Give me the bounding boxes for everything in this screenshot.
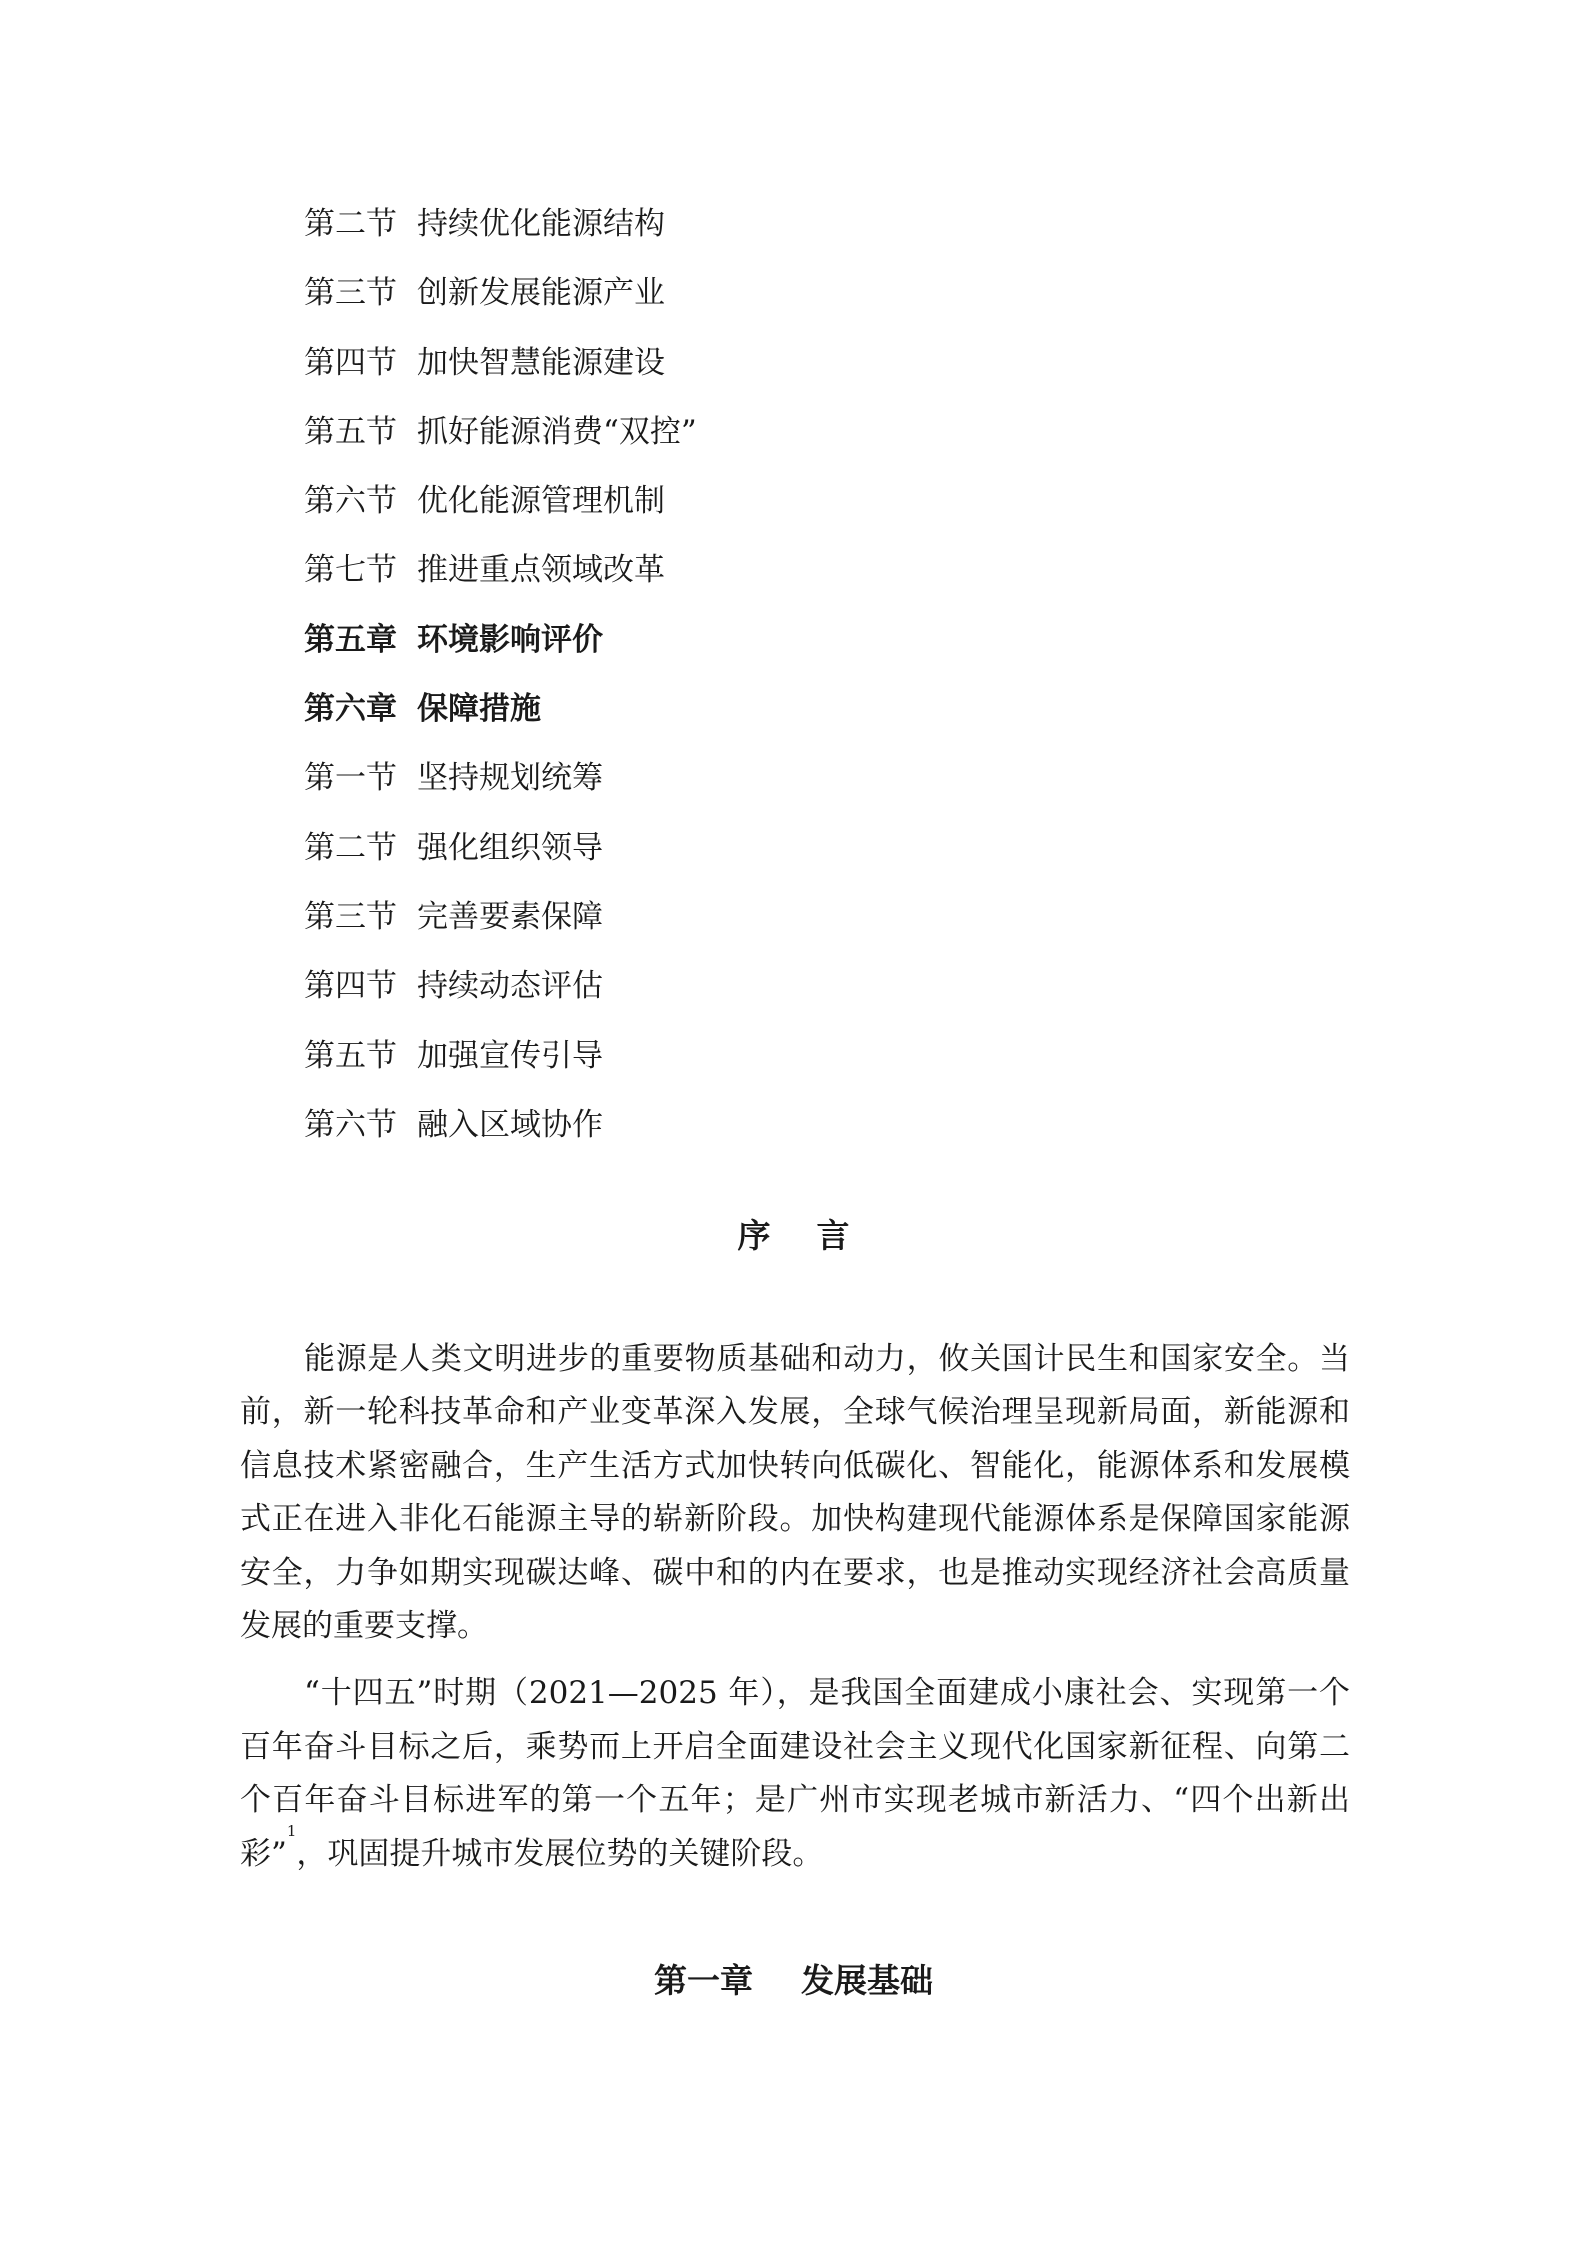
toc-section-entry[interactable] (304, 259, 1304, 328)
toc-entry-label: 第七节 (304, 552, 397, 589)
preface-body (240, 1333, 1350, 1895)
toc-entry-title: 优化能源管理机制 (417, 483, 665, 520)
toc-entry-title: 创新发展能源产业 (417, 275, 665, 312)
toc-entry-label: 第六节 (304, 1106, 397, 1143)
toc-entry-title: 推进重点领域改革 (417, 552, 665, 589)
toc-entry-label: 第六章 (304, 691, 397, 728)
toc-section-entry[interactable] (304, 398, 1304, 467)
toc-entry-label: 第三节 (304, 275, 397, 312)
toc-entry-title: 完善要素保障 (417, 898, 603, 935)
toc-entry-label: 第二节 (304, 206, 397, 242)
preface-paragraph-2 (240, 1667, 1350, 1881)
toc-section-entry[interactable] (304, 1091, 1304, 1160)
toc-entry-label: 第四节 (304, 344, 397, 381)
toc-entry-label: 第四节 (304, 968, 397, 1005)
toc-section-entry[interactable] (304, 744, 1304, 813)
toc-entry-title: 抓好能源消费“双控” (417, 413, 697, 450)
toc-entry-title: 加强宣传引导 (417, 1037, 603, 1074)
preface-paragraph-2-text-end: ，巩固提升城市发展位势的关键阶段。 (296, 1835, 824, 1872)
footnote-reference[interactable]: 1 (286, 1821, 297, 1840)
toc-entry-title: 强化组织领导 (417, 829, 603, 866)
toc-section-entry[interactable] (304, 190, 1304, 259)
toc-entry-title: 加快智慧能源建设 (417, 344, 665, 381)
preface-paragraph-1: 能源是人类文明进步的重要物质基础和动力，攸关国计民生和国家安全。当前，新一轮科技革命和产业变革深入发展，全球气候治理呈现新局面，新能源和信息技术紧密融合，生产生活方式加快转向低碳化、智能化，能源体系和发展模式正在进入非化石能源主导的崭新阶段。加快构建现代能源体系是保障国家能源安全，力争如期实现碳达峰、碳中和的内在要求，也是推动实现经济社会高质量发展的重要支撑。 (240, 1341, 1350, 1645)
toc-entry-title: 环境影响评价 (417, 621, 603, 658)
chapter-label: 第一章 (654, 1961, 753, 2000)
toc-section-entry[interactable] (304, 536, 1304, 605)
toc-entry-label: 第六节 (304, 483, 397, 520)
toc-entry-label: 第二节 (304, 829, 397, 866)
toc-entry-label: 第五节 (304, 1037, 397, 1074)
toc-entry-label: 第五章 (304, 621, 397, 658)
toc-entry-title: 持续优化能源结构 (417, 206, 665, 242)
preface-paragraph-2-text: “十四五”时期（2021—2025 年），是我国全面建成小康社会、实现第一个百年奋斗目标之后，乘势而上开启全面建设社会主义现代化国家新征程、向第二个百年奋斗目标进军的第一个五年；是广州市实现老城市新活力、“四个出新出彩” (240, 1675, 1350, 1872)
chapter-one-heading (0, 1955, 1587, 2002)
preface-heading: 序言 (737, 1216, 896, 1255)
toc-entry-title: 持续动态评估 (417, 968, 603, 1005)
toc-entry-label: 第三节 (304, 898, 397, 935)
toc-section-entry[interactable] (304, 883, 1304, 952)
toc-section-entry[interactable] (304, 814, 1304, 883)
toc-section-entry[interactable] (304, 329, 1304, 398)
toc-entry-title: 坚持规划统筹 (417, 760, 603, 797)
table-of-contents (304, 190, 1304, 1160)
toc-section-entry[interactable] (304, 1022, 1304, 1091)
toc-chapter-entry[interactable] (304, 675, 1304, 744)
toc-chapter-entry[interactable] (304, 606, 1304, 675)
toc-section-entry[interactable] (304, 952, 1304, 1021)
toc-section-entry[interactable] (304, 467, 1304, 536)
toc-entry-title: 保障措施 (417, 691, 541, 728)
toc-entry-label: 第一节 (304, 760, 397, 797)
toc-entry-title: 融入区域协作 (417, 1106, 603, 1143)
toc-entry-label: 第五节 (304, 413, 397, 450)
chapter-title: 发展基础 (801, 1961, 933, 2000)
